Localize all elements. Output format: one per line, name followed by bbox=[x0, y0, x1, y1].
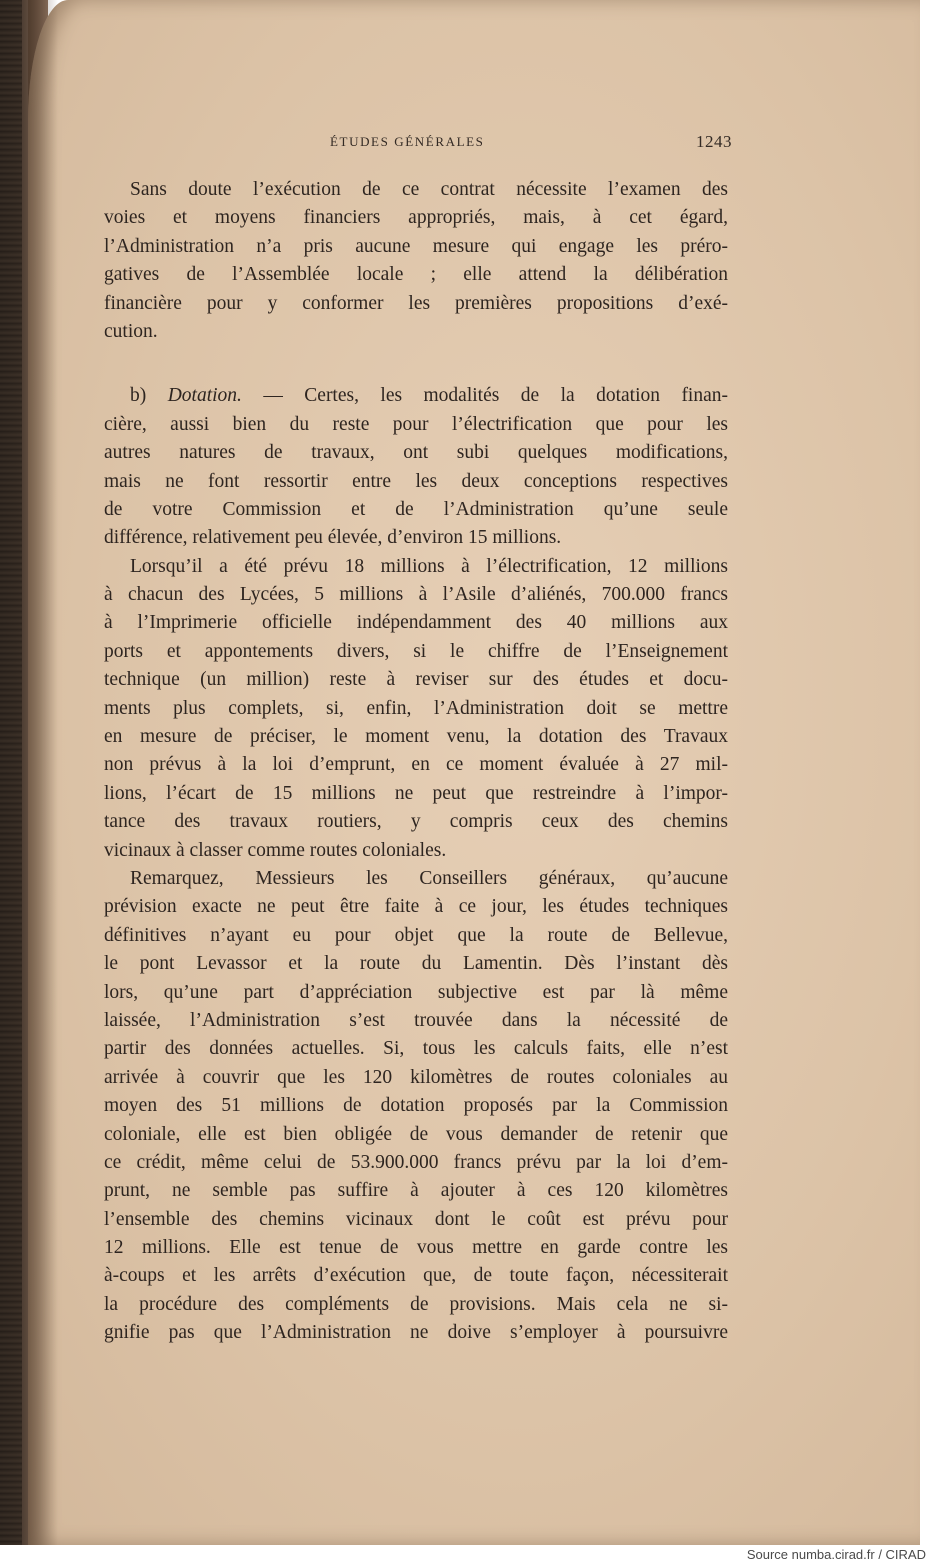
text-line: l’Administration n’a pris aucune mesure qui engage les préro- bbox=[104, 235, 728, 257]
text-line: à-coups et les arrêts d’exécution que, de toute façon, nécessiterait bbox=[104, 1265, 728, 1287]
text-line: la procédure des compléments de provisions. Mais cela ne si- bbox=[104, 1293, 728, 1315]
text-line: ce crédit, même celui de 53.900.000 francs prévu par la loi d’em- bbox=[104, 1151, 728, 1173]
text-line: mais ne font ressortir entre les deux conceptions respectives bbox=[104, 470, 728, 492]
text-line: vicinaux à classer comme routes coloniales. bbox=[104, 839, 447, 861]
text-line: en mesure de préciser, le moment venu, la dotation des Travaux bbox=[104, 726, 728, 748]
text-line: le pont Levassor et la route du Lamentin. Dès l’instant dès bbox=[104, 953, 728, 975]
text-line: arrivée à couvrir que les 120 kilomètres de routes coloniales au bbox=[104, 1066, 728, 1088]
text-segment: — Certes, les modalités de la dotation finan- bbox=[263, 385, 728, 407]
text-line: Remarquez, Messieurs les Conseillers généraux, qu’aucune bbox=[130, 867, 728, 889]
text-line: coloniale, elle est bien obligée de vous demander de retenir que bbox=[104, 1123, 728, 1145]
text-line: ments plus complets, si, enfin, l’Administration doit se mettre bbox=[104, 697, 728, 719]
text-line: définitives n’ayant eu pour objet que la route de Bellevue, bbox=[104, 924, 728, 946]
paragraph-financing bbox=[104, 553, 728, 865]
text-line: cution. bbox=[104, 320, 158, 342]
text-line: lors, qu’une part d’appréciation subjective est par là même bbox=[104, 981, 728, 1003]
running-title: ÉTUDES GÉNÉRALES bbox=[330, 134, 485, 149]
running-head bbox=[100, 132, 732, 156]
page-number: 1243 bbox=[696, 132, 732, 151]
text-line: ports et appontements divers, si le chiffre de l’Enseignement bbox=[104, 640, 728, 662]
text-line: à chacun des Lycées, 5 millions à l’Asile d’aliénés, 700.000 francs bbox=[104, 584, 728, 606]
text-line: laissée, l’Administration s’est trouvée dans la nécessité de bbox=[104, 1009, 728, 1031]
text-line: moyen des 51 millions de dotation proposés par la Commission bbox=[104, 1095, 728, 1117]
text-line: Sans doute l’exécution de ce contrat nécessite l’examen des bbox=[130, 179, 728, 200]
text-line: à l’Imprimerie officielle indépendamment des 40 millions aux bbox=[104, 612, 728, 634]
text-line: l’ensemble des chemins vicinaux dont le coût est prévu pour bbox=[104, 1208, 728, 1230]
paragraph-dotation bbox=[104, 382, 728, 552]
text-line: voies et moyens financiers appropriés, mais, à cet égard, bbox=[104, 207, 728, 229]
text-line: Lorsqu’il a été prévu 18 millions à l’électrification, 12 millions bbox=[130, 555, 728, 577]
paragraph-execution bbox=[104, 176, 728, 346]
text-line: 12 millions. Elle est tenue de vous mettre en garde contre les bbox=[104, 1237, 728, 1259]
text-line: tance des travaux routiers, y compris ceux des chemins bbox=[104, 811, 728, 833]
text-line: de votre Commission et de l’Administration qu’une seule bbox=[104, 498, 728, 520]
paragraph-gap bbox=[104, 346, 728, 382]
text-line: gnifie pas que l’Administration ne doive s’employer à poursuivre bbox=[104, 1322, 728, 1344]
text-line: prévision exacte ne peut être faite à ce jour, les études techniques bbox=[104, 896, 728, 918]
text-line: cière, aussi bien du reste pour l’électrification que pour les bbox=[104, 413, 728, 435]
text-line: prunt, ne semble pas suffire à ajouter à ces 120 kilomètres bbox=[104, 1180, 728, 1202]
text-line: gatives de l’Assemblée locale ; elle attend la délibération bbox=[104, 264, 728, 286]
text-line: non prévus à la loi d’emprunt, en ce moment évaluée à 27 mil- bbox=[104, 754, 728, 776]
section-title: Dotation. bbox=[167, 385, 242, 407]
text-line: différence, relativement peu élevée, d’environ 15 millions. bbox=[104, 527, 562, 549]
source-credit: Source numba.cirad.fr / CIRAD bbox=[746, 1547, 926, 1562]
page-edges bbox=[0, 0, 22, 1545]
text-line: technique (un million) reste à reviser sur des études et docu- bbox=[104, 669, 728, 691]
paragraph-remarks bbox=[104, 865, 728, 1348]
text-line: autres natures de travaux, ont subi quelques modifications, bbox=[104, 442, 728, 464]
section-heading-line bbox=[104, 382, 728, 410]
text-line: lions, l’écart de 15 millions ne peut que restreindre à l’impor- bbox=[104, 782, 728, 804]
text-line: financière pour y conformer les premières propositions d’exé- bbox=[104, 292, 728, 314]
section-label: b) bbox=[130, 385, 147, 407]
page-fold-shadow bbox=[28, 0, 58, 1545]
footer-bar bbox=[0, 1545, 938, 1566]
text-line: partir des données actuelles. Si, tous les calculs faits, elle n’est bbox=[104, 1038, 728, 1060]
body-text bbox=[104, 176, 728, 1348]
